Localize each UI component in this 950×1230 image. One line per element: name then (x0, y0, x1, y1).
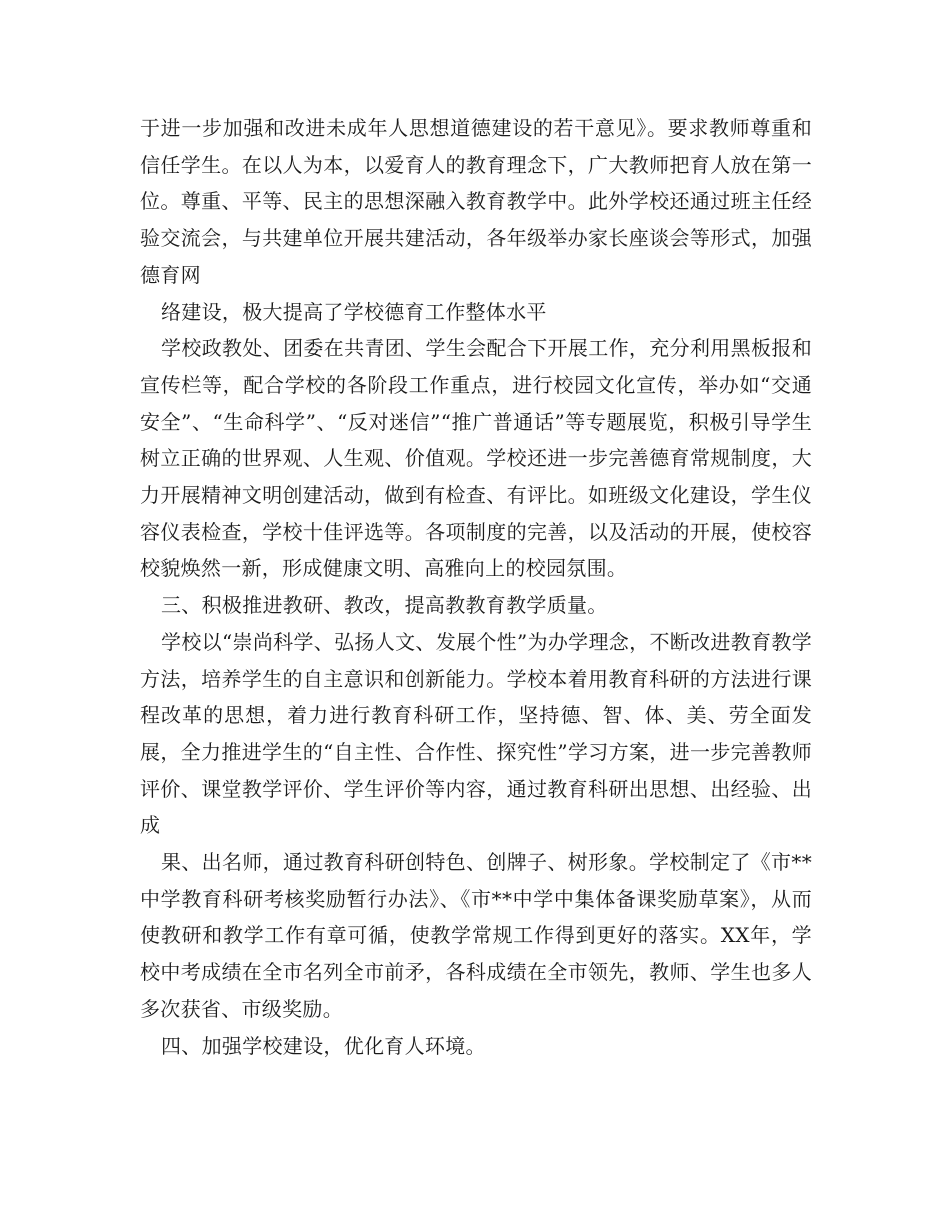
section-heading-teaching-reform: 三、积极推进教研、教改，提高教教育教学质量。 (161, 593, 608, 618)
section-heading-school-construction: 四、加强学校建设，优化育人环境。 (161, 1033, 486, 1058)
paragraph-campus-culture: 学校政教处、团委在共青团、学生会配合下开展工作，充分利用黑板报和宣传栏等，配合学校的各阶段工作重点，进行校园文化宣传，举办如“交通安全”、“生命科学”、“反对迷信”“推广普通话”等专题展览，积极引导学生树立正确的世界观、人生观、价值观。学校还进一步完善德育常规制度，大力开展精神文明创建活动，做到有检查、有评比。如班级文化建设，学生仪容仪表检查，学校十佳评选等。各项制度的完善，以及活动的开展，使校容校貌焕然一新，形成健康文明、高雅向上的校园氛围。 (140, 336, 812, 581)
paragraph-teaching-philosophy: 学校以“崇尚科学、弘扬人文、发展个性”为办学理念，不断改进教育教学方法，培养学生的自主意识和创新能力。学校本着用教育科研的方法进行课程改革的思想，着力进行教育科研工作，坚持德、智、体、美、劳全面发展，全力推进学生的“自主性、合作性、探究性”学习方案，进一步完善教师评价、课堂教学评价、学生评价等内容，通过教育科研出思想、出经验、出成 (140, 629, 812, 838)
paragraph-continuation-guidelines: 于进一步加强和改进未成年人思想道德建设的若干意见》。要求教师尊重和信任学生。在以人为本，以爱育人的教育理念下，广大教师把育人放在第一位。尊重、平等、民主的思想深融入教育教学中。此外学校还通过班主任经验交流会，与共建单位开展共建活动，各年级举办家长座谈会等形式，加强德育网 (140, 116, 812, 287)
paragraph-research-results: 果、出名师，通过教育科研创特色、创牌子、树形象。学校制定了《市**中学教育科研考核奖励暂行办法》、《市**中学中集体备课奖励草案》，从而使教研和教学工作有章可循，使教学常规工作得到更好的落实。XX年，学校中考成绩在全市名列全市前矛，各科成绩在全市领先，教师、学生也多人多次获省、市级奖励。 (140, 850, 812, 1021)
document-page (140, 110, 812, 1064)
paragraph-moral-network: 络建设，极大提高了学校德育工作整体水平 (161, 299, 547, 324)
